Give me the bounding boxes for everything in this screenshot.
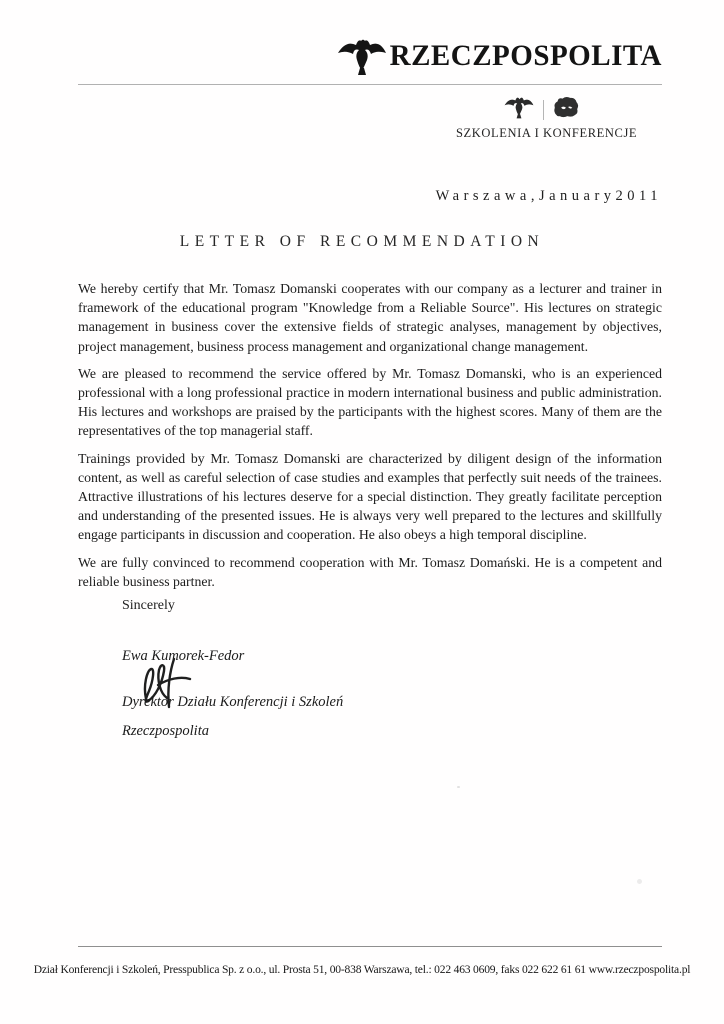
signatory-role: Dyrektor Działu Konferencji i Szkoleń xyxy=(122,694,344,710)
letter-body xyxy=(78,279,662,599)
closing-word: Sincerely xyxy=(122,598,175,613)
dateline: Warszawa,January2011 xyxy=(435,188,662,204)
eagle-icon xyxy=(336,36,388,76)
signatory-name: Ewa Kumorek-Fedor xyxy=(122,648,245,664)
letter-title: LETTER OF RECOMMENDATION xyxy=(179,233,545,250)
footer-divider xyxy=(78,946,662,947)
header-divider xyxy=(78,84,662,85)
paragraph-1: We hereby certify that Mr. Tomasz Domanski cooperates with our company as a lecturer and trainer in framework of the educational program "Knowledge from a Reliable Source". His lectures on strategic management in business cover the extensive fields of strategic analyses, management by objectives, project management, business process management and organizational change management. xyxy=(78,281,662,354)
bear-crest-icon xyxy=(552,95,580,124)
paragraph-3: Trainings provided by Mr. Tomasz Domanski are characterized by diligent design of the information content, as well as careful selection of case studies and examples that perfectly suit needs of the trainees. Attractive illustrations of his lectures deserve for a special distinction. They greatly facilitate perception and understanding of the presented issues. He is always very well prepared to the lectures and skillfully engage participants in discussion and cooperation. He also obeys a high temporal discipline. xyxy=(78,450,662,543)
brand-logo xyxy=(336,36,662,76)
eagle-small-icon xyxy=(503,95,535,124)
subbrand-block xyxy=(456,96,638,141)
paragraph-4: We are fully convinced to recommend cooperation with Mr. Tomasz Domański. He is a competent and reliable business partner. xyxy=(78,554,662,589)
scan-speck xyxy=(457,786,460,788)
brand-wordmark: RZECZPOSPOLITA xyxy=(389,39,662,72)
signatory-company: Rzeczpospolita xyxy=(122,723,209,739)
paragraph-2: We are pleased to recommend the service offered by Mr. Tomasz Domanski, who is an experienced professional with a long professional practice in modern international business and public administration. His lectures and workshops are praised by the participants with the highest scores. Many of them are the representatives of the top managerial staff. xyxy=(78,365,662,439)
footer-address: Dział Konferencji i Szkoleń, Presspublica Sp. z o.o., ul. Prosta 51, 00-838 Warszawa, tel.: 022 463 0609, faks 022 622 61 61 www.rzeczpospolita.pl xyxy=(33,962,691,976)
icon-divider xyxy=(543,100,544,120)
scan-speck xyxy=(637,879,642,884)
subbrand-label: SZKOLENIA I KONFERENCJE xyxy=(456,126,638,140)
